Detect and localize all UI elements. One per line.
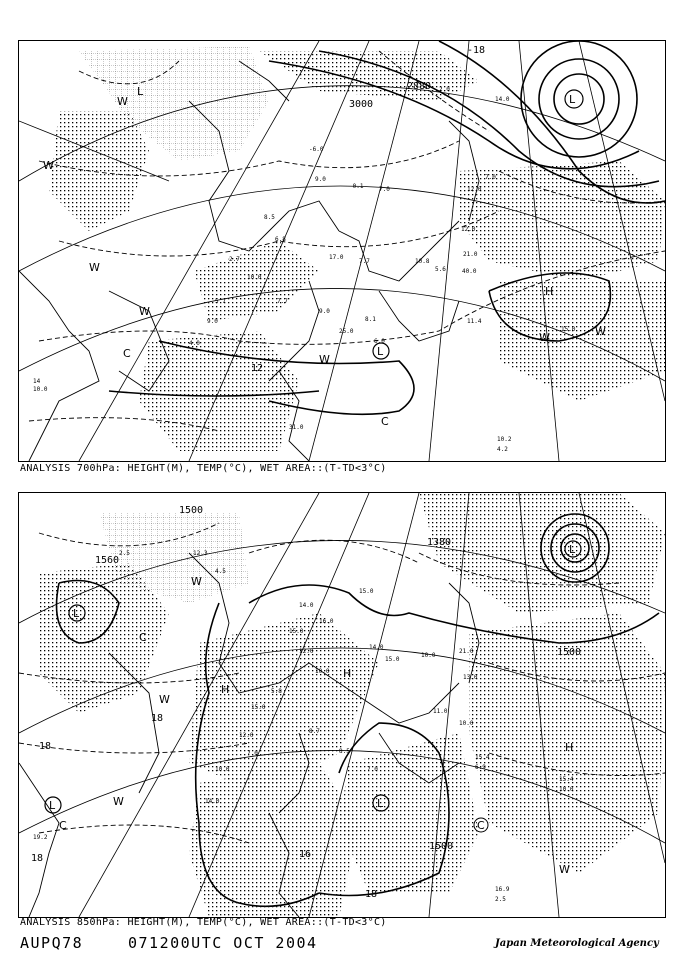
svg-text:13.0: 13.0 — [463, 674, 478, 681]
svg-text:11.0: 11.0 — [433, 708, 448, 715]
svg-text:8.5: 8.5 — [339, 748, 350, 755]
svg-text:7.7: 7.7 — [359, 258, 370, 265]
system-label: H — [565, 741, 574, 754]
svg-text:4.0: 4.0 — [189, 340, 200, 347]
svg-text:12.0: 12.0 — [239, 732, 254, 739]
product-code: AUPQ78 — [20, 934, 84, 952]
svg-text:9.0: 9.0 — [319, 308, 330, 315]
system-label: W — [159, 693, 170, 706]
system-label: W — [117, 95, 128, 108]
svg-text:15.4: 15.4 — [559, 776, 574, 783]
svg-text:10.0: 10.0 — [215, 766, 230, 773]
svg-text:17.0: 17.0 — [329, 254, 344, 261]
svg-text:2.0: 2.0 — [439, 86, 450, 93]
system-label: W — [319, 353, 330, 366]
system-label: W — [191, 575, 202, 588]
svg-text:-6.0: -6.0 — [309, 146, 324, 153]
svg-text:12.3: 12.3 — [193, 550, 208, 557]
contour-label: 1560 — [95, 555, 120, 566]
wet-area — [499, 281, 665, 401]
system-label: C — [139, 631, 147, 644]
svg-text:5.8: 5.8 — [271, 688, 282, 695]
wet-area — [259, 51, 479, 101]
svg-text:14.0: 14.0 — [495, 96, 510, 103]
map-700hpa — [19, 41, 665, 461]
map-panel-850hpa — [18, 492, 666, 918]
svg-text:12.0: 12.0 — [467, 186, 482, 193]
svg-text:31.0: 31.0 — [289, 424, 304, 431]
svg-text:6.9: 6.9 — [475, 764, 486, 771]
system-label: L — [569, 543, 576, 556]
svg-text:14.0: 14.0 — [369, 644, 384, 651]
svg-text:10.0: 10.0 — [459, 720, 474, 727]
svg-text:10.2: 10.2 — [497, 436, 512, 443]
svg-text:21.0: 21.0 — [459, 648, 474, 655]
svg-text:15.0: 15.0 — [359, 588, 374, 595]
svg-text:10.8: 10.8 — [415, 258, 430, 265]
svg-text:2.7: 2.7 — [229, 256, 240, 263]
svg-text:8.1: 8.1 — [365, 316, 376, 323]
svg-text:5.6: 5.6 — [435, 266, 446, 273]
svg-text:16.9: 16.9 — [495, 886, 510, 893]
contour-label: 12 — [251, 363, 264, 374]
svg-text:15.0: 15.0 — [289, 628, 304, 635]
svg-text:16.0: 16.0 — [319, 618, 334, 625]
agency-name: Japan Meteorological Agency — [495, 938, 659, 949]
contour-label: 16 — [299, 849, 312, 860]
svg-text:21.0: 21.0 — [463, 251, 478, 258]
svg-text:40.0: 40.0 — [462, 268, 477, 275]
map-panel-700hpa — [18, 40, 666, 462]
system-label: W — [113, 795, 124, 808]
system-label: L — [569, 93, 576, 106]
svg-text:12.0: 12.0 — [461, 226, 476, 233]
svg-text:-0.1: -0.1 — [349, 183, 364, 190]
svg-text:15.4: 15.4 — [475, 754, 490, 761]
svg-text:7.0: 7.0 — [485, 174, 496, 181]
system-label: H — [343, 667, 352, 680]
wet-area — [189, 763, 359, 917]
system-label: C — [123, 347, 131, 360]
svg-text:2.5: 2.5 — [495, 896, 506, 903]
svg-text:14: 14 — [33, 378, 41, 385]
svg-text:10.0: 10.0 — [559, 786, 574, 793]
system-label: W — [43, 159, 54, 172]
analysis-time: 071200UTC OCT 2004 — [128, 934, 318, 952]
svg-text:6.0: 6.0 — [374, 338, 385, 345]
svg-text:4.5: 4.5 — [215, 568, 226, 575]
system-label: C — [381, 415, 389, 428]
svg-text:14.0: 14.0 — [299, 602, 314, 609]
svg-text:7.0: 7.0 — [367, 766, 378, 773]
contour-label: 2880 — [407, 81, 432, 92]
svg-text:25.0: 25.0 — [339, 328, 354, 335]
svg-text:8.7: 8.7 — [309, 728, 320, 735]
system-label: H — [545, 285, 554, 298]
system-label: C — [59, 819, 67, 832]
system-label: W — [539, 331, 550, 344]
svg-text:19.2: 19.2 — [33, 834, 48, 841]
system-label: L — [377, 797, 384, 810]
svg-text:4.2: 4.2 — [497, 446, 508, 453]
svg-text:10.0: 10.0 — [421, 652, 436, 659]
svg-text:15.0: 15.0 — [385, 656, 400, 663]
svg-text:15.0: 15.0 — [251, 704, 266, 711]
contour-label: 18 — [39, 741, 52, 752]
system-label: W — [559, 863, 570, 876]
contour-label: -18 — [467, 45, 486, 56]
svg-text:10.0: 10.0 — [247, 274, 262, 281]
svg-text:9.0: 9.0 — [315, 176, 326, 183]
wet-area — [339, 733, 479, 893]
contour-label: 18 — [365, 889, 378, 900]
contour-label: 1500 — [429, 841, 454, 852]
system-label: W — [89, 261, 100, 274]
system-label: W — [139, 305, 150, 318]
wet-area — [49, 111, 149, 231]
contour-label: 18 — [31, 853, 44, 864]
map-caption-700hpa: ANALYSIS 700hPa: HEIGHT(M), TEMP(°C), WET AREA::(T-TD<3°C) — [20, 463, 387, 474]
system-label: L — [73, 607, 80, 620]
contour-label: 1380 — [427, 537, 452, 548]
wet-area — [194, 241, 319, 321]
system-label: W — [595, 325, 606, 338]
svg-text:10.0: 10.0 — [33, 386, 48, 393]
contour-label: 1500 — [179, 505, 204, 516]
svg-text:7.0: 7.0 — [247, 750, 258, 757]
system-label: L — [377, 345, 384, 358]
system-label: H — [221, 683, 230, 696]
map-850hpa — [19, 493, 665, 917]
svg-text:10.0: 10.0 — [315, 668, 330, 675]
system-label: L — [137, 85, 144, 98]
contour-label: 3000 — [349, 99, 374, 110]
svg-text:6.8: 6.8 — [275, 236, 286, 243]
map-caption-850hpa: ANALYSIS 850hPa: HEIGHT(M), TEMP(°C), WET AREA::(T-TD<3°C) — [20, 917, 387, 928]
svg-text:14.0: 14.0 — [205, 798, 220, 805]
svg-text:7.0: 7.0 — [379, 186, 390, 193]
system-label: C — [477, 819, 485, 832]
svg-text:5.7: 5.7 — [215, 298, 226, 305]
svg-text:15.0: 15.0 — [561, 326, 576, 333]
svg-text:12.0: 12.0 — [299, 648, 314, 655]
svg-text:11.4: 11.4 — [467, 318, 482, 325]
svg-text:8.5: 8.5 — [264, 214, 275, 221]
svg-text:9.0: 9.0 — [207, 318, 218, 325]
svg-text:7.7: 7.7 — [277, 298, 288, 305]
svg-text:2.5: 2.5 — [119, 550, 130, 557]
contour-label: 18 — [151, 713, 164, 724]
system-label: L — [49, 799, 56, 812]
contour-label: 1500 — [557, 647, 582, 658]
